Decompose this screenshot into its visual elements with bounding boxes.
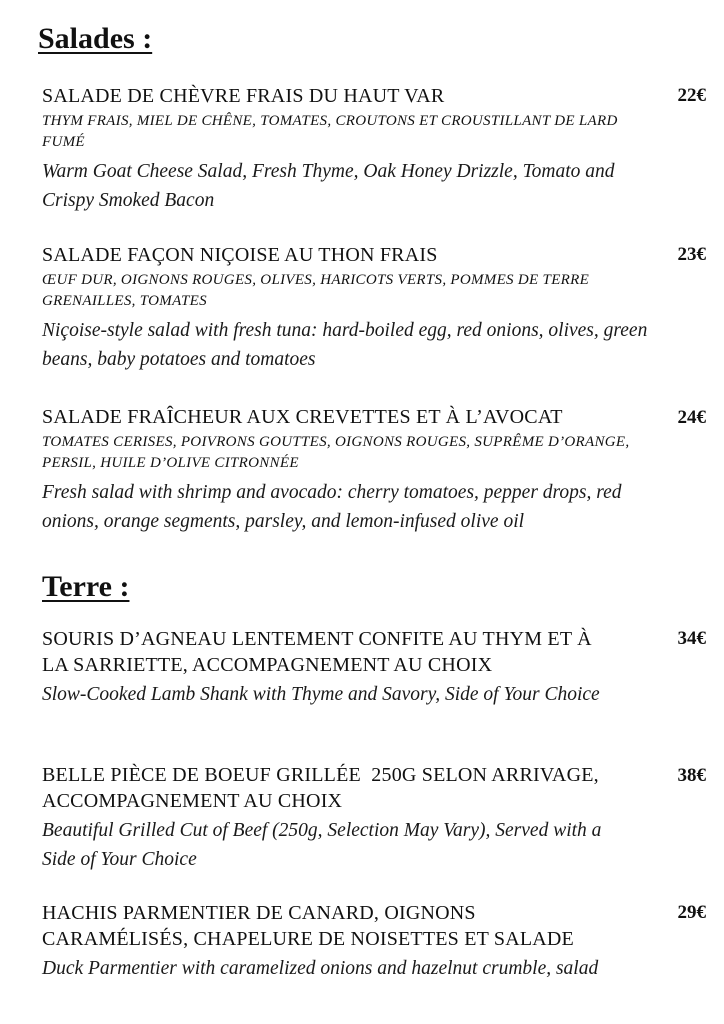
- menu-item: [42, 762, 682, 874]
- menu-item: [42, 242, 682, 374]
- item-price: 24€: [677, 407, 706, 428]
- item-description-fr: THYM FRAIS, MIEL DE CHÊNE, TOMATES, CROUTONS ET CROUSTILLANT DE LARD FUMÉ: [42, 113, 618, 150]
- menu-item: [42, 404, 682, 536]
- item-description-en: Warm Goat Cheese Salad, Fresh Thyme, Oak Honey Drizzle, Tomato and Crispy Smoked Bacon: [42, 161, 615, 211]
- item-price: 22€: [677, 85, 706, 106]
- menu-item: [42, 900, 682, 983]
- item-price: 38€: [677, 765, 706, 786]
- menu-item: [42, 83, 682, 215]
- item-price: 29€: [677, 902, 706, 923]
- item-name: HACHIS PARMENTIER DE CANARD, OIGNONS CARAMÉLISÉS, CHAPELURE DE NOISETTES ET SALADE: [42, 902, 574, 950]
- item-description-en: Slow-Cooked Lamb Shank with Thyme and Savory, Side of Your Choice: [42, 684, 600, 705]
- section-title-terre: Terre :: [42, 570, 130, 603]
- item-description-en: Beautiful Grilled Cut of Beef (250g, Selection May Vary), Served with a Side of Your Choice: [42, 820, 602, 870]
- item-name: SALADE FRAÎCHEUR AUX CREVETTES ET À L’AVOCAT: [42, 406, 563, 428]
- section-title-salades: Salades :: [38, 22, 153, 55]
- item-name: SALADE FAÇON NIÇOISE AU THON FRAIS: [42, 244, 438, 266]
- item-name: SALADE DE CHÈVRE FRAIS DU HAUT VAR: [42, 85, 445, 107]
- item-price: 34€: [677, 628, 706, 649]
- item-name: BELLE PIÈCE DE BOEUF GRILLÉE 250G SELON ARRIVAGE, ACCOMPAGNEMENT AU CHOIX: [42, 764, 603, 812]
- menu-item: [42, 626, 682, 709]
- item-name: SOURIS D’AGNEAU LENTEMENT CONFITE AU THYM ET À LA SARRIETTE, ACCOMPAGNEMENT AU CHOIX: [42, 628, 592, 676]
- item-description-en: Duck Parmentier with caramelized onions and hazelnut crumble, salad: [42, 958, 599, 979]
- item-description-fr: TOMATES CERISES, POIVRONS GOUTTES, OIGNONS ROUGES, SUPRÊME D’ORANGE, PERSIL, HUILE D’OLIVE CITRONNÉE: [42, 434, 630, 471]
- item-description-en: Fresh salad with shrimp and avocado: cherry tomatoes, pepper drops, red onions, orange segments, parsley, and lemon-infused olive oil: [42, 482, 622, 532]
- item-description-en: Niçoise-style salad with fresh tuna: hard-boiled egg, red onions, olives, green beans, baby potatoes and tomatoes: [42, 320, 648, 370]
- item-price: 23€: [677, 244, 706, 265]
- item-description-fr: ŒUF DUR, OIGNONS ROUGES, OLIVES, HARICOTS VERTS, POMMES DE TERRE GRENAILLES, TOMATES: [42, 272, 590, 309]
